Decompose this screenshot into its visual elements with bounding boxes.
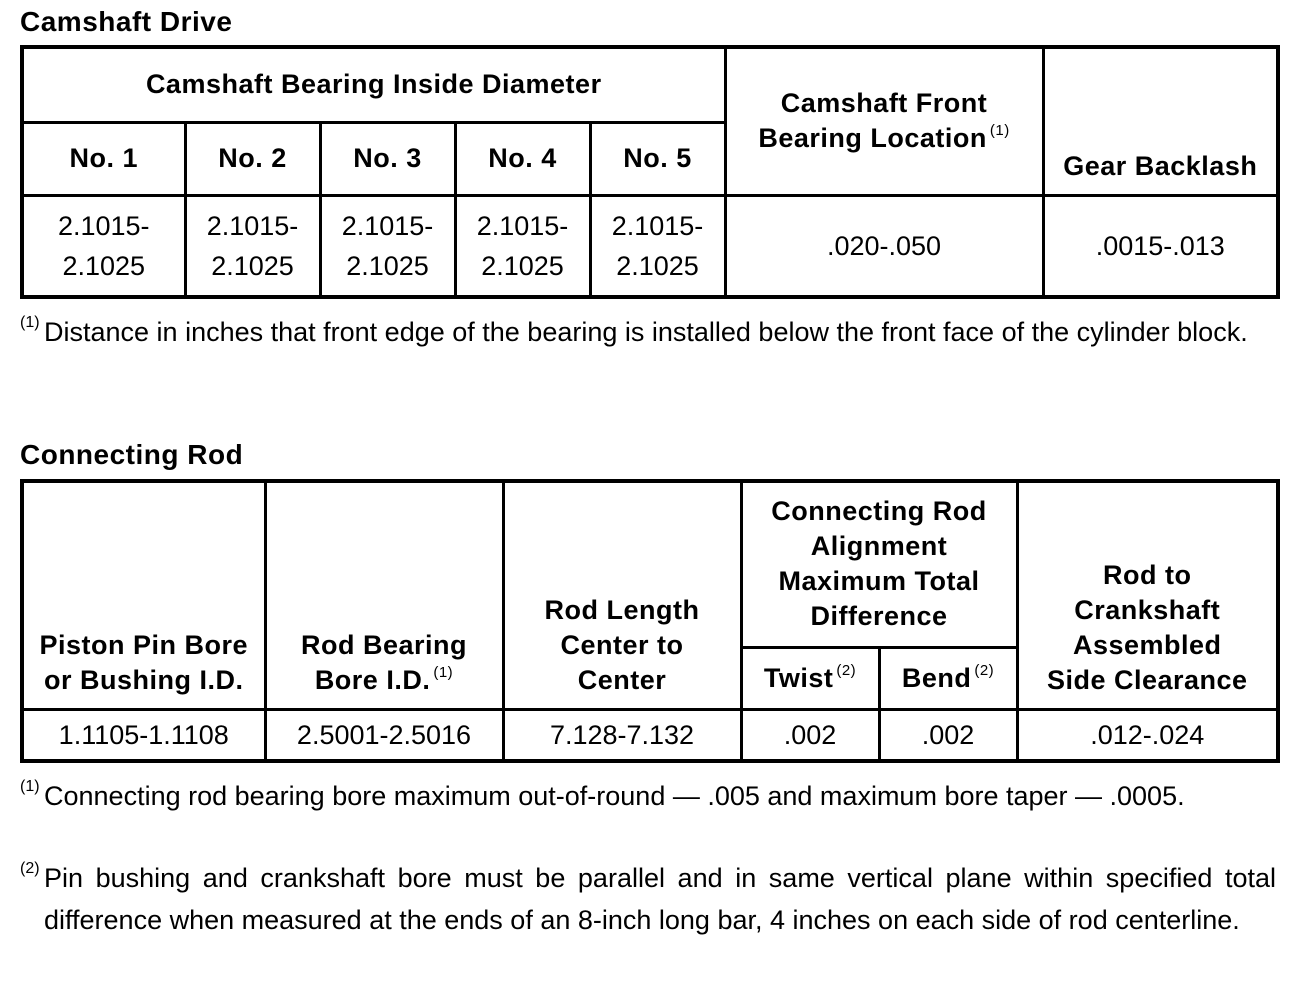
footnote-text: Pin bushing and crankshaft bore must be parallel and in same vertical plane within specified total difference when measured at the ends of an 8-inch long bar, 4 inches on each side of rod centerline.: [44, 863, 1276, 935]
rod-bearing-bore-header: Rod Bearing Bore I.D. $^{(1)}$: [265, 481, 503, 709]
footnote-text: Connecting rod bearing bore maximum out-of-round — .005 and maximum bore taper — .0005.: [44, 781, 1185, 811]
bearing-no2-header: No. 2: [185, 122, 320, 195]
bearing-no5-value: 2.1015- 2.1025: [590, 195, 725, 297]
piston-pin-bore-value: 1.1105-1.1108: [22, 709, 265, 761]
connecting-rod-table: [20, 479, 1280, 763]
rod-bearing-bore-value: 2.5001-2.5016: [265, 709, 503, 761]
side-clearance-header: Rod to Crankshaft Assembled Side Clearance: [1017, 481, 1278, 709]
bearing-no4-value: 2.1015- 2.1025: [455, 195, 590, 297]
bearing-no3-value: 2.1015- 2.1025: [320, 195, 455, 297]
camshaft-drive-title: Camshaft Drive: [20, 6, 233, 37]
bearing-no5-header: No. 5: [590, 122, 725, 195]
table-row: [22, 709, 1278, 761]
side-clearance-value: .012-.024: [1017, 709, 1278, 761]
rod-length-value: 7.128-7.132: [503, 709, 741, 761]
gear-backlash-value: .0015-.013: [1043, 195, 1278, 297]
gear-backlash-header: Gear Backlash: [1043, 47, 1278, 195]
bearing-no1-header: No. 1: [22, 122, 185, 195]
bearing-no2-value: 2.1015- 2.1025: [185, 195, 320, 297]
footnote-marker: (2): [974, 661, 995, 679]
table-row: [22, 481, 1278, 647]
twist-value: .002: [741, 709, 879, 761]
rod-length-header: Rod Length Center to Center: [503, 481, 741, 709]
front-bearing-location-header: [725, 47, 1043, 195]
camshaft-footnote-1: [20, 311, 1276, 353]
bend-header: Bend $^{(2)}$: [879, 647, 1017, 709]
bearing-no4-header: No. 4: [455, 122, 590, 195]
footnote-marker: (2): [20, 860, 40, 877]
connecting-rod-title: Connecting Rod: [20, 439, 244, 470]
footnote-marker: (1): [989, 122, 1010, 140]
rod-footnote-2: [20, 857, 1276, 941]
table-row: [22, 47, 1278, 122]
bearing-no1-value: 2.1015- 2.1025: [22, 195, 185, 297]
footnote-marker: (1): [433, 663, 454, 681]
footnote-marker: (1): [20, 778, 40, 795]
front-bearing-location-value: .020-.050: [725, 195, 1043, 297]
rod-alignment-group-header: Connecting Rod Alignment Maximum Total Difference: [741, 481, 1017, 647]
footnote-marker: (2): [836, 661, 857, 679]
footnote-text: Distance in inches that front edge of the bearing is installed below the front face of the cylinder block.: [44, 317, 1248, 347]
header-line: Bearing Location $^{(1)}$: [758, 122, 1010, 154]
piston-pin-bore-header: Piston Pin Bore or Bushing I.D.: [22, 481, 265, 709]
bearing-no3-header: No. 3: [320, 122, 455, 195]
bend-value: .002: [879, 709, 1017, 761]
table-row: [22, 195, 1278, 297]
rod-footnote-1: [20, 775, 1276, 817]
twist-header: Twist $^{(2)}$: [741, 647, 879, 709]
camshaft-drive-table: [20, 45, 1280, 299]
footnote-marker: (1): [20, 314, 40, 331]
bearing-diameter-group-header: Camshaft Bearing Inside Diameter: [22, 47, 725, 122]
header-line: Camshaft Front: [780, 88, 988, 119]
